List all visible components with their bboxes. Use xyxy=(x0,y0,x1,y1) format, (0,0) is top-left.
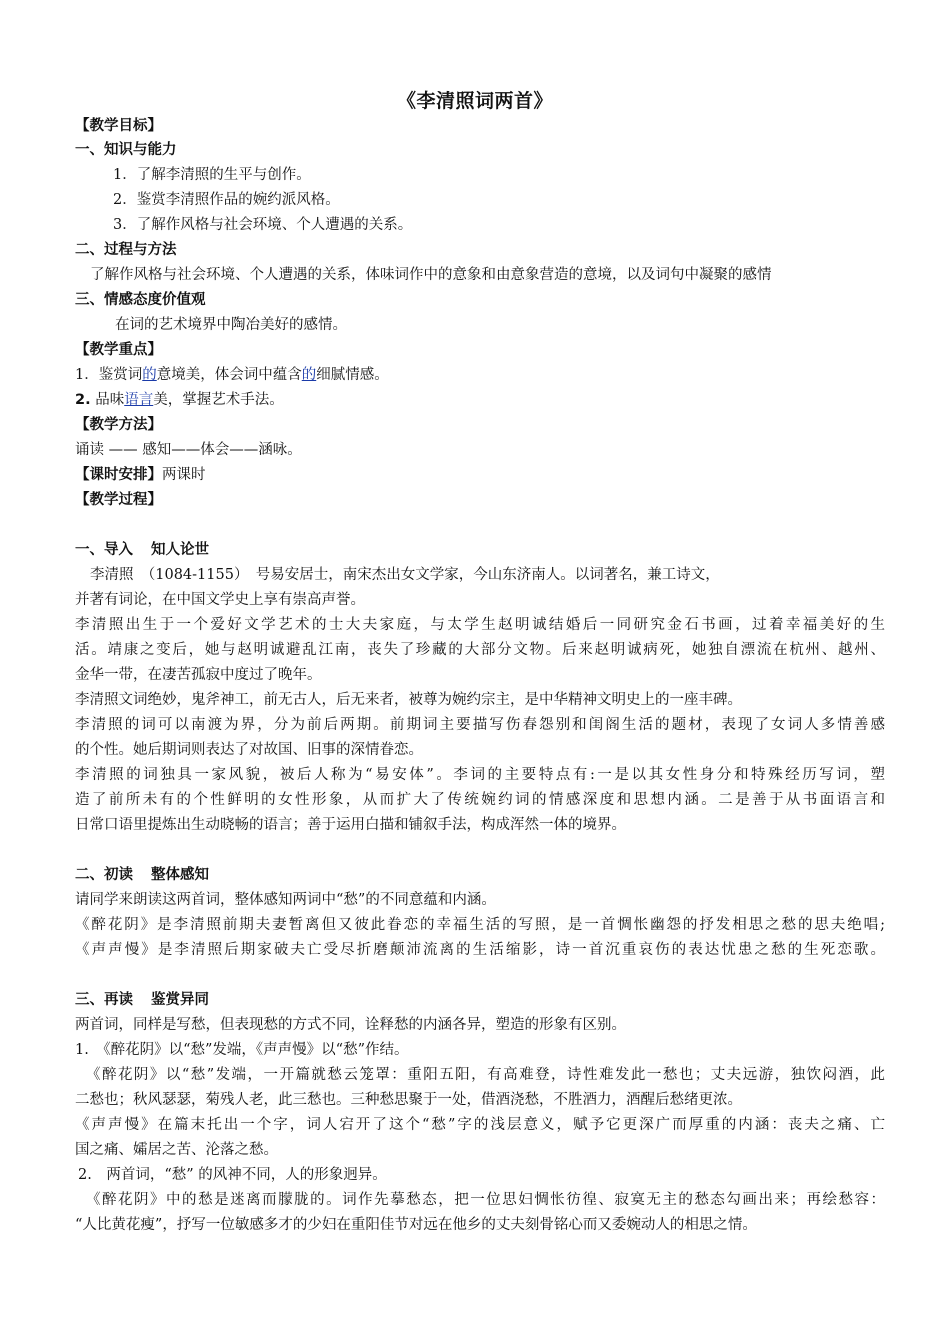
part1-paragraph-line: 李清照文词绝妙，鬼斧神工，前无古人，后无来者，被尊为婉约宗主，是中华精神文明史上的一座丰碑。 xyxy=(75,692,742,708)
focus-item-2 xyxy=(75,390,885,410)
focus-item-1-part: 细腻情感。 xyxy=(316,367,389,383)
part1-paragraph-line: 李清照出生于一个爱好文学艺术的士大夫家庭，与太学生赵明诚结婚后一同研究金石书画，过着幸福美好的生 xyxy=(75,617,885,633)
part1-paragraph-line: 李清照 （1084-1155） 号易安居士，南宋杰出女文学家，今山东济南人。以词著名，兼工诗文， xyxy=(90,567,720,583)
objective-item: 3．了解作风格与社会环境、个人遭遇的关系。 xyxy=(113,217,413,233)
process-method-text: 了解作风格与社会环境、个人遭遇的关系，体味词作中的意象和由意象营造的意境，以及词句中凝聚的感情 xyxy=(90,267,772,283)
part3-heading-topic: 鉴赏异同 xyxy=(151,992,209,1008)
objectives-header: 【教学目标】 xyxy=(75,118,162,134)
part2-paragraph-line: 《醉花阴》是李清照前期夫妻暂离但又彼此眷恋的幸福生活的写照，是一首惆怅幽怨的抒发相思之愁的思夫绝唱; xyxy=(75,917,885,933)
part1-paragraph-line: 活。靖康之变后，她与赵明诚避乱江南，丧失了珍藏的大部分文物。后来赵明诚病死，她独自漂流在杭州、越州、 xyxy=(75,642,885,658)
part3-heading-label: 三、再读 xyxy=(75,992,133,1008)
emotion-values-heading: 三、情感态度价值观 xyxy=(75,292,206,308)
objective-item: 2．鉴赏李清照作品的婉约派风格。 xyxy=(113,192,340,208)
part3-paragraph-line: 2. 两首词，“愁” 的风神不同，人的形象迥异。 xyxy=(78,1167,387,1183)
part3-paragraph-line: 两首词，同样是写愁，但表现愁的方式不同，诠释愁的内涵各异，塑造的形象有区别。 xyxy=(75,1017,626,1033)
schedule-line xyxy=(75,465,885,485)
schedule-text: 两课时 xyxy=(162,467,206,483)
focus-item-2-part: 品味 xyxy=(90,392,125,408)
emotion-values-text: 在词的艺术境界中陶冶美好的感情。 xyxy=(115,317,347,333)
part3-paragraph-line: 《醉花阴》以“愁”发端，一开篇就愁云笼罩：重阳五阳，有高难登，诗性难发此一愁也；丈夫远游，独饮闷酒，此 xyxy=(86,1067,885,1083)
focus-item-1-part: 1．鉴赏词 xyxy=(75,367,143,383)
objective-item: 1．了解李清照的生平与创作。 xyxy=(113,167,311,183)
part1-paragraph-line: 并著有词论，在中国文学史上享有崇高声誉。 xyxy=(75,592,365,608)
part3-paragraph-line: 二愁也；秋风瑟瑟，菊残人老，此三愁也。三种愁思聚于一处，借酒浇愁，不胜酒力，酒醒后愁绪更浓。 xyxy=(75,1092,742,1108)
part2-heading-label: 二、初读 xyxy=(75,867,133,883)
part2-heading-topic: 整体感知 xyxy=(151,867,209,883)
part2-heading xyxy=(75,865,885,885)
part1-heading-label: 一、导入 xyxy=(75,542,133,558)
method-header: 【教学方法】 xyxy=(75,417,162,433)
part1-paragraph-line: 李清照的词独具一家风貌，被后人称为“易安体”。李词的主要特点有:一是以其女性身分和特殊经历写词，塑 xyxy=(75,767,885,783)
focus-item-2-number: 2. xyxy=(75,392,91,408)
focus-header: 【教学重点】 xyxy=(75,342,162,358)
part3-paragraph-line: 《声声慢》在篇末托出一个字，词人宕开了这个“愁”字的浅层意义，赋予它更深广而厚重的内涵：丧夫之痛、亡 xyxy=(75,1117,885,1133)
part2-paragraph-line: 《声声慢》是李清照后期家破夫亡受尽折磨颠沛流离的生活缩影，诗一首沉重哀伤的表达忧患之愁的生死恋歌。 xyxy=(75,942,885,958)
part1-paragraph-line: 日常口语里提炼出生动晓畅的语言；善于运用白描和铺叙手法，构成浑然一体的境界。 xyxy=(75,817,626,833)
focus-item-1-link[interactable]: 的 xyxy=(301,367,317,383)
part1-heading xyxy=(75,540,885,560)
part3-paragraph-line: 《醉花阴》中的愁是迷离而朦胧的。词作先摹愁态，把一位思妇惆怅彷徨、寂寞无主的愁态勾画出来；再绘愁容： xyxy=(86,1192,885,1208)
schedule-header: 【课时安排】 xyxy=(75,467,162,483)
focus-item-1-part: 意境美，体会词中蕴含 xyxy=(156,367,302,383)
part1-paragraph-line: 金华一带，在凄苦孤寂中度过了晚年。 xyxy=(75,667,322,683)
knowledge-ability-heading: 一、知识与能力 xyxy=(75,142,177,158)
part1-heading-topic: 知人论世 xyxy=(151,542,209,558)
part3-paragraph-line: “人比黄花瘦”，抒写一位敏感多才的少妇在重阳佳节对远在他乡的丈夫刻骨铭心而又委婉动人的相思之情。 xyxy=(75,1217,757,1233)
focus-item-1-link[interactable]: 的 xyxy=(142,367,157,383)
part1-paragraph-line: 的个性。她后期词则表达了对故国、旧事的深情眷恋。 xyxy=(75,742,423,758)
method-text: 诵读 —— 感知——体会——涵咏。 xyxy=(75,442,302,458)
part3-heading xyxy=(75,990,885,1010)
process-header: 【教学过程】 xyxy=(75,492,162,508)
focus-item-2-link[interactable]: 语言 xyxy=(124,392,154,408)
document-title: 《李清照词两首》 xyxy=(396,90,553,112)
part1-paragraph-line: 李清照的词可以南渡为界，分为前后两期。前期词主要描写伤春怨别和闺阁生活的题材，表现了女词人多情善感 xyxy=(75,717,885,733)
focus-item-2-part: 美，掌握艺术手法。 xyxy=(153,392,284,408)
process-method-heading: 二、过程与方法 xyxy=(75,242,177,258)
focus-item-1 xyxy=(75,365,885,385)
part3-paragraph-line: 国之痛、孀居之苦、沦落之愁。 xyxy=(75,1142,278,1158)
part1-paragraph-line: 造了前所未有的个性鲜明的女性形象，从而扩大了传统婉约词的情感深度和思想内涵。二是善于从书面语言和 xyxy=(75,792,885,808)
part2-paragraph-line: 请同学来朗读这两首词，整体感知两词中“愁”的不同意蕴和内涵。 xyxy=(75,892,496,908)
part3-paragraph-line: 1. 《醉花阴》以“愁”发端，《声声慢》以“愁”作结。 xyxy=(75,1042,409,1058)
